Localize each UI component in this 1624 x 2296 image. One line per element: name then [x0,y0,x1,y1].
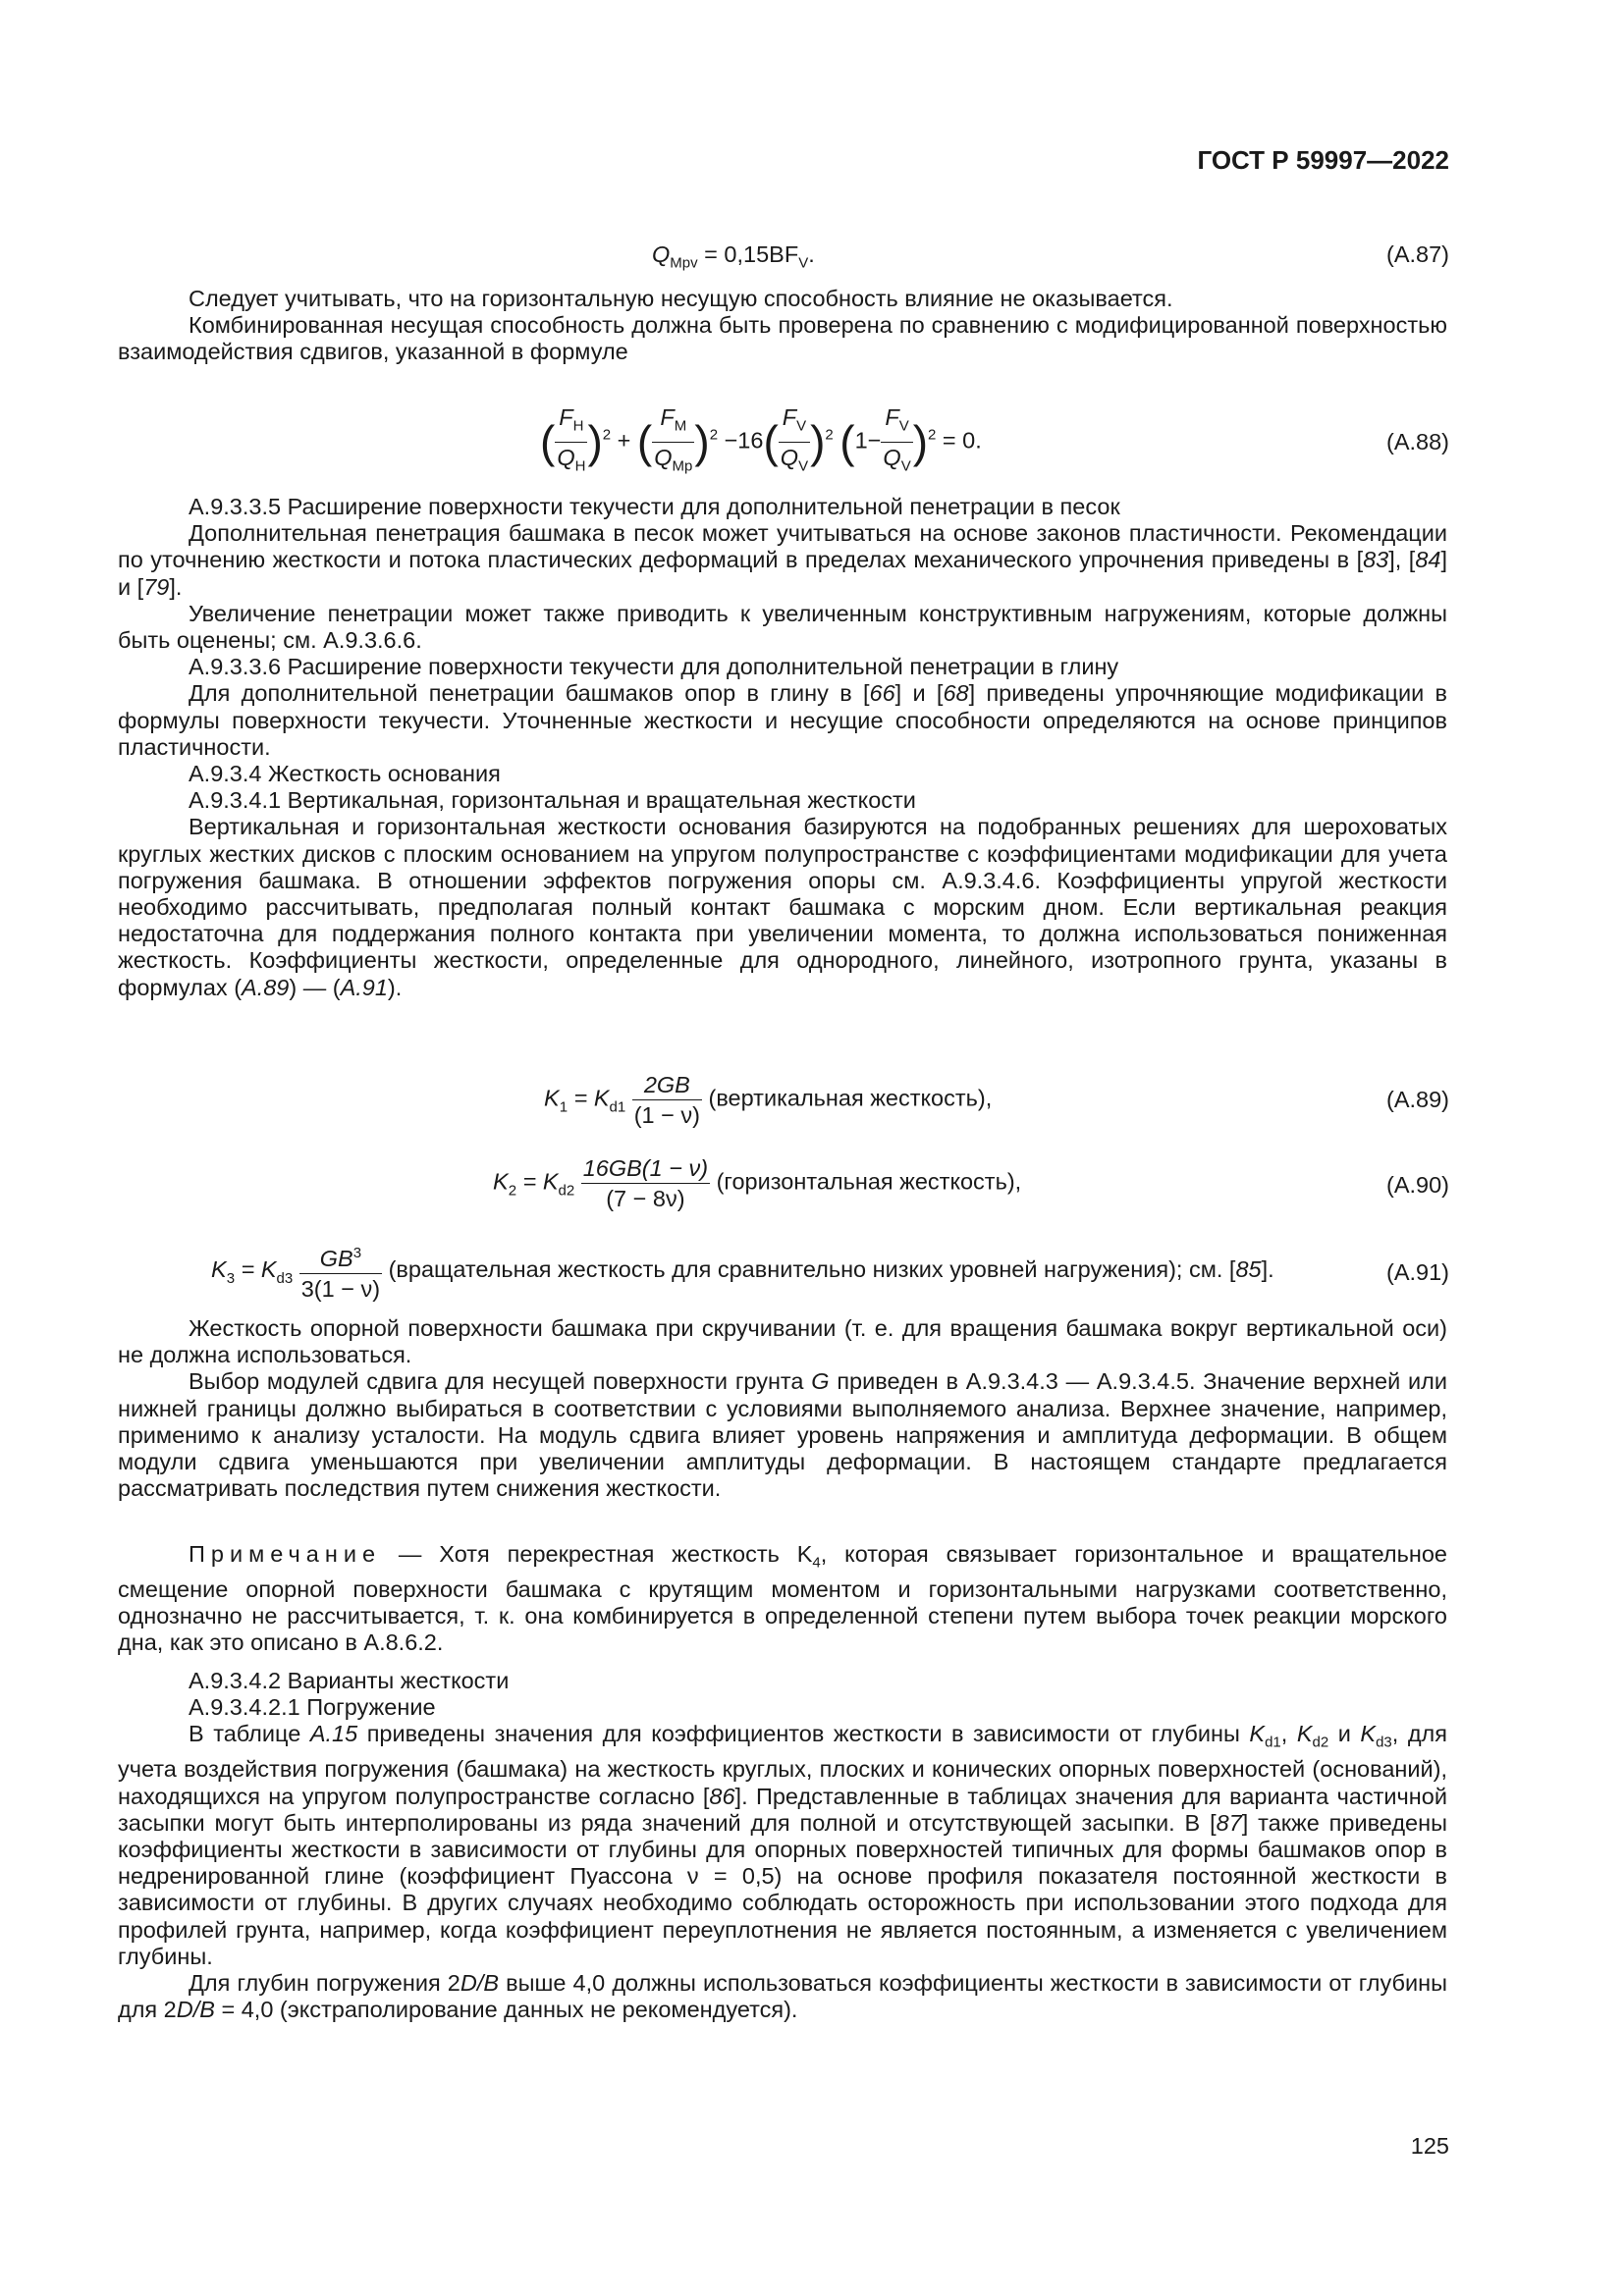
section-heading: А.9.3.4.1 Вертикальная, горизонтальная и вращательная жесткости [189,787,916,814]
equation-a87: $Q_{Mpv} = 0,15BF_V$. [652,241,815,272]
section-heading: А.9.3.4 Жесткость основания [189,761,501,787]
equation-a88: ( $\frac{F_H}{Q_H}$ )$^2$ + ( $\frac{F_M}{Q_{Mp}}$ )$^2$ −16( $\frac{F_V}{Q_V}$ )$^2$ (1− $\frac{F_V}{Q_V}$ )$^2$ = 0. [540,404,982,475]
section-heading: А.9.3.3.5 Расширение поверхности текучести для дополнительной пенетрации в песок [189,494,1120,519]
paragraph: Вертикальная и горизонтальная жесткости основания базируются на подобранных решениях для шероховатых круглых жестких дисков с плоским основанием на упругом полупространстве с коэффициентами модификации для учета погружения башмака. В отношении эффектов погружения опоры см. А.9.3.4.6. Коэффициенты упругой жесткости необходимо рассчитывать, предполагая полный контакт башмака с морским дном. Если вертикальная реакция недостаточна для поддержания полного контакта при увеличении момента, то должна использоваться пониженная жесткость. Коэффициенты жесткости, определенные для однородного, линейного, изотропного грунта, указаны в формулах (A.89) — (A.91). [118,814,1447,1000]
section-heading: А.9.3.4.2.1 Погружение [189,1694,436,1721]
note-block [118,1541,1447,1657]
section-heading: А.9.3.3.6 Расширение поверхности текучести для дополнительной пенетрации в глину [189,654,1119,680]
note: Примечание — Хотя перекрестная жесткость $K_4$, которая связывает горизонтальное и вращательное смещение опорной поверхности башмака с крутящим моментом и горизонтальными нагрузками соответственно, однозначно не рассчитывается, т. к. она комбинируется в определенной степени путем выбора точек реакции морского дна, как это описано в А.8.6.2. [118,1541,1447,1656]
paragraph: Выбор модулей сдвига для несущей поверхности грунта G приведен в А.9.3.4.3 — А.9.3.4.5. Значение верхней или нижней границы должно выбираться в соответствии с условиями выполняемого анализа. Верхнее значение, например, применимо к анализу усталости. На модуль сдвига влияет уровень напряжения и амплитуда деформации. В общем модули сдвига уменьшаются при увеличении амплитуды деформации. В настоящем стандарте предлагается рассматривать последствия путем снижения жесткости. [118,1368,1447,1502]
equation-a91: $K_3 = K_{d3}$ $\frac{GB^3}{3(1 - \nu)}$ (вращательная жесткость для сравнительно низких уровней нагружения); см. [85]. [211,1239,1274,1304]
equation-number-a87: (A.87) [1386,241,1449,267]
equation-a90: $K_2 = K_{d2}$ $\frac{16GB(1 - \nu)}{(7 - 8\nu)}$ (горизонтальная жесткость), [493,1155,1022,1211]
text-block-2 [118,494,1447,1001]
document-header: ГОСТ Р 59997—2022 [1197,145,1449,175]
text-block-1 [118,286,1447,366]
paragraph: Жесткость опорной поверхности башмака при скручивании (т. е. для вращения башмака вокруг вертикальной оси) не должна использоваться. [118,1315,1447,1368]
paragraph: В таблице A.15 приведены значения для коэффициентов жесткости в зависимости от глубины $K_{d1}$, $K_{d2}$ и $K_{d3}$, для учета воздействия погружения (башмака) на жесткость круглых, плоских и конических опорных поверхностей (оснований), находящихся на упругом полупространстве согласно [86]. Представленные в таблицах значения для варианта частичной засыпки могут быть интерполированы из ряда значений для полной и отсутствующей засыпки. В [87] также приведены коэффициенты жесткости в зависимости от глубины для опорных поверхностей типичных для формы башмаков опор в недренированной глине (коэффициент Пуассона ν = 0,5) на основе профиля показателя постоянной жесткости в зависимости от глубины. В других случаях необходимо соблюдать осторожность при использовании этого подхода для профилей грунта, например, когда коэффициент переуплотнения не является постоянным, а изменяется с увеличением глубины. [118,1721,1447,1969]
paragraph: Комбинированная несущая способность должна быть проверена по сравнению с модифицированной поверхностью взаимодействия сдвигов, указанной в формуле [118,312,1447,365]
paragraph: Для дополнительной пенетрации башмаков опор в глину в [66] и [68] приведены упрочняющие модификации в формулы поверхности текучести. Уточненные жесткости и несущие способности определяются на основе принципов пластичности. [118,680,1447,760]
page-number: 125 [1410,2133,1449,2159]
text-block-4 [118,1668,1447,2023]
section-heading: А.9.3.4.2 Варианты жесткости [189,1668,510,1693]
text-block-3 [118,1315,1447,1502]
equation-number-a88: (A.88) [1386,429,1449,454]
paragraph: Следует учитывать, что на горизонтальную несущую способность влияние не оказывается. [189,286,1173,311]
equation-number-a90: (A.90) [1386,1172,1449,1198]
equation-number-a89: (A.89) [1386,1087,1449,1112]
equation-a89: $K_1 = K_{d1}$ $\frac{2GB}{(1 - \nu)}$ (вертикальная жесткость), [544,1072,993,1128]
equation-number-a91: (A.91) [1386,1259,1449,1285]
paragraph: Дополнительная пенетрация башмака в песок может учитываться на основе законов пластичности. Рекомендации по уточнению жесткости и потока пластических деформаций в пределах механического упрочнения приведены в [83], [84] и [79]. [118,520,1448,600]
paragraph: Увеличение пенетрации может также приводить к увеличенным конструктивным нагружениям, которые должны быть оценены; см. А.9.3.6.6. [118,600,1447,654]
paragraph: Для глубин погружения 2D/B выше 4,0 должны использоваться коэффициенты жесткости в зависимости от глубины для 2D/B = 4,0 (экстраполирование данных не рекомендуется). [118,1969,1447,2023]
